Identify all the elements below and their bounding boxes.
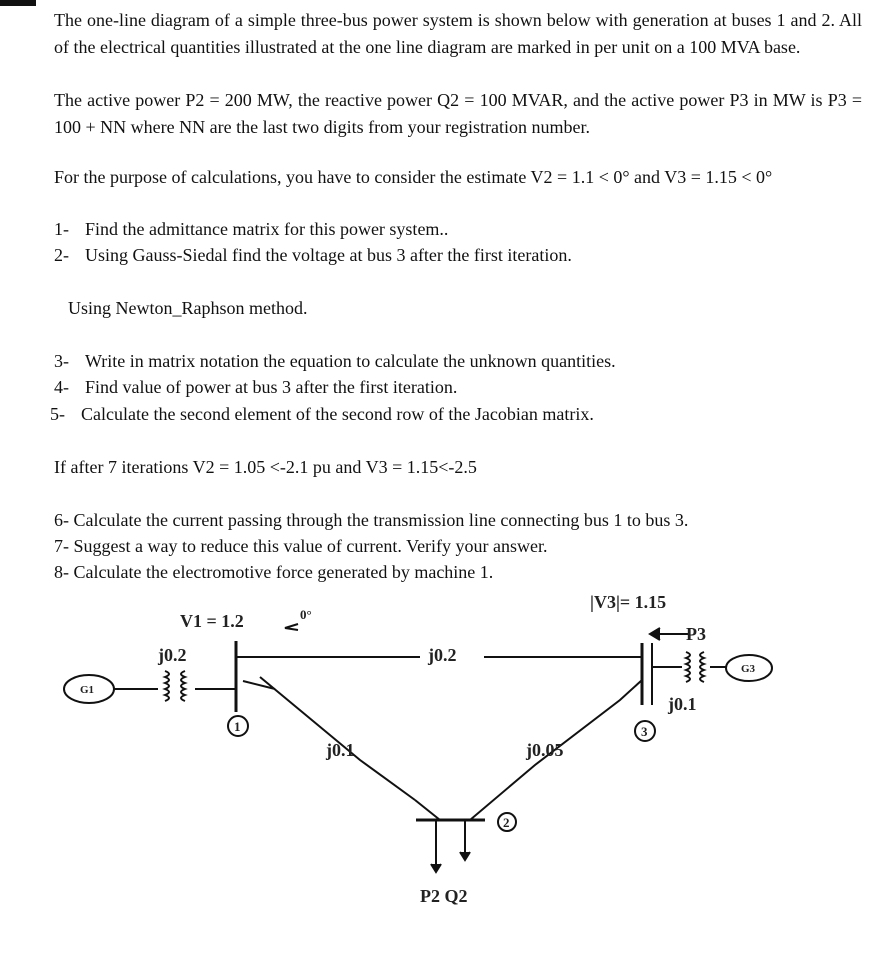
g1-reactance-label: j0.2 <box>158 645 187 665</box>
question-text: Calculate the second element of the second row of the Jacobian matrix. <box>81 404 594 424</box>
bus-3-number: 3 <box>641 724 648 739</box>
bus-1-number: 1 <box>234 719 241 734</box>
question-item: 7- Suggest a way to reduce this value of current. Verify your answer. <box>54 536 548 556</box>
question-text: Find value of power at bus 3 after the first iteration. <box>85 377 458 397</box>
g3-label: G3 <box>741 663 756 675</box>
question-number: 4- <box>54 377 69 397</box>
bus-2-number: 2 <box>503 815 510 830</box>
v3-label: |V3|= 1.15 <box>590 592 667 612</box>
v1-label: V1 = 1.2 <box>180 611 244 631</box>
question-number: 3- <box>54 351 69 371</box>
angle-icon <box>285 624 298 630</box>
g1-label: G1 <box>80 684 95 696</box>
method-heading: Using Newton_Raphson method. <box>68 298 308 318</box>
line-12-reactance-label: j0.1 <box>326 740 355 760</box>
intro-paragraph-2: The active power P2 = 200 MW, the reactive power Q2 = 100 MVAR, and the active power P3 in MW is P3 = 100 + NN where NN are the last two digits from your registration number. <box>54 90 862 137</box>
question-item: 8- Calculate the electromotive force generated by machine 1. <box>54 562 494 582</box>
iteration-text: If after 7 iterations V2 = 1.05 <-2.1 pu and V3 = 1.15<-2.5 <box>54 457 477 477</box>
line-23-reactance-label: j0.05 <box>526 740 564 760</box>
v1-angle-label: 0° <box>300 607 312 622</box>
question-text: Find the admittance matrix for this power system.. <box>85 219 449 239</box>
question-item: 6- Calculate the current passing through the transmission line connecting bus 1 to bus 3. <box>54 510 689 530</box>
p3-arrow-icon <box>650 628 660 640</box>
question-text: Using Gauss-Siedal find the voltage at bus 3 after the first iteration. <box>85 245 572 265</box>
intro-paragraph-1: The one-line diagram of a simple three-bus power system is shown below with generation at buses 1 and 2. All of the electrical quantities illustrated at the one line diagram are marked in per unit on a 100 MVA base. <box>54 10 862 57</box>
g3-reactance-label: j0.1 <box>668 694 697 714</box>
p3-label: P3 <box>686 624 706 644</box>
question-number: 2- <box>54 245 69 265</box>
estimate-text: For the purpose of calculations, you have to consider the estimate V2 = 1.1 < 0° and V3 = 1.15 < 0° <box>54 167 773 187</box>
question-text: Write in matrix notation the equation to calculate the unknown quantities. <box>85 351 616 371</box>
question-number: 5- <box>50 404 65 424</box>
load-label: P2 Q2 <box>420 886 468 906</box>
line-13-reactance-label: j0.2 <box>428 645 457 665</box>
transformer-3-icon <box>686 652 704 682</box>
question-number: 1- <box>54 219 69 239</box>
transformer-1-icon <box>165 671 185 701</box>
